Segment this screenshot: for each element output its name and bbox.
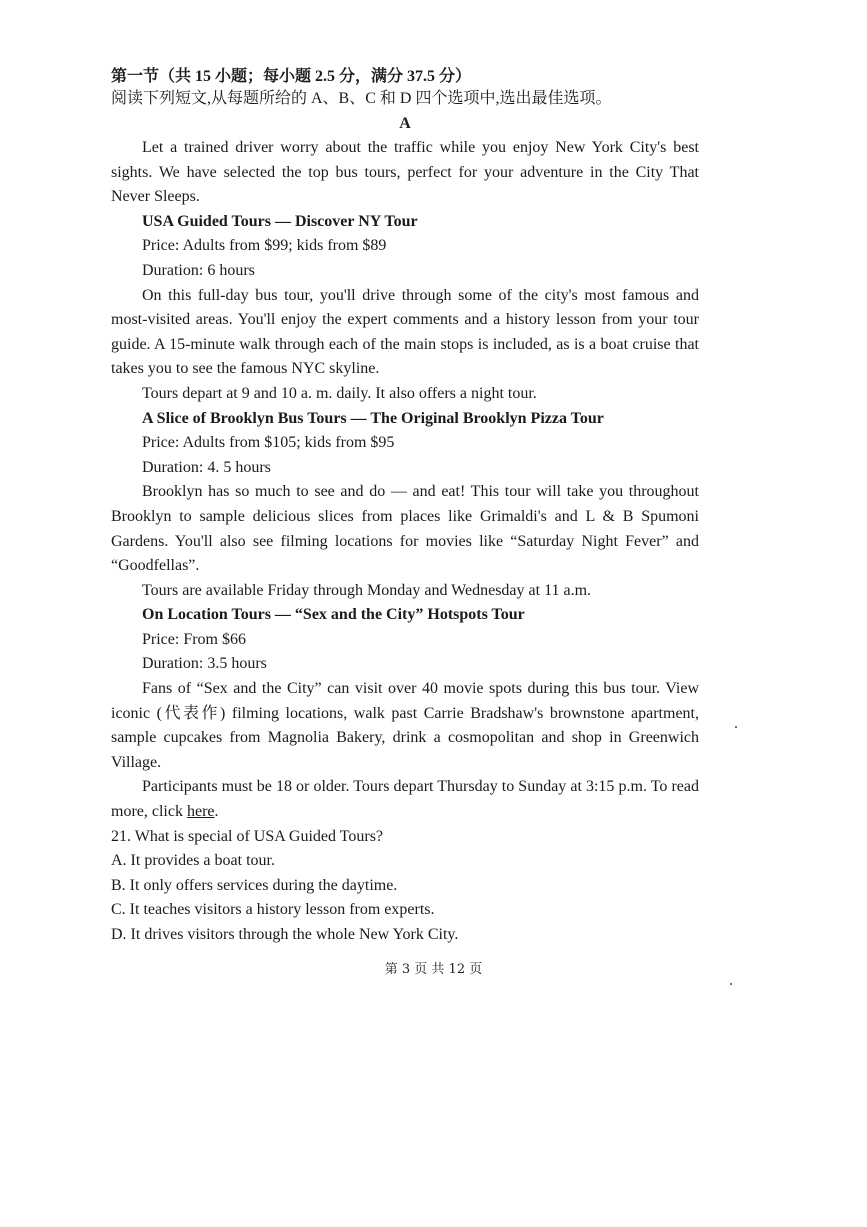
page-footer: 第 3 页 共 12 页 [384, 962, 483, 977]
passage-intro: Let a trained driver worry about the traffic while you enjoy New York City's best sights. We have selected the top bus tours, perfect for your adventure in the City That Never Sleeps. [111, 139, 699, 206]
option-c: C. It teaches visitors a history lesson from experts. [111, 901, 435, 919]
tour-usa-guided [111, 210, 699, 407]
tour-schedule: Tours are available Friday through Monday and Wednesday at 11 a.m. [142, 581, 592, 599]
tour-title: USA Guided Tours — Discover NY Tour [142, 212, 418, 230]
tour-title: A Slice of Brooklyn Bus Tours — The Original Brooklyn Pizza Tour [142, 409, 604, 427]
tour-duration: Duration: 3.5 hours [142, 655, 267, 673]
scan-speck [735, 726, 737, 728]
tour-title: On Location Tours — “Sex and the City” Hotspots Tour [142, 606, 525, 624]
option-d: D. It drives visitors through the whole New York City. [111, 926, 459, 943]
scan-speck [730, 983, 732, 985]
tour-slice-of-brooklyn [111, 407, 699, 604]
page-content [111, 66, 699, 948]
tour-schedule-text: Participants must be 18 or older. Tours depart Thursday to Sunday at 3:15 p.m. [142, 778, 647, 796]
tour-price: Price: From $66 [142, 630, 246, 648]
question-21 [111, 825, 699, 948]
tour-description: On this full-day bus tour, you'll drive through some of the city's most famous and most-visited areas. You'll enjoy the expert comments and a history lesson from your tour guide. A 15-minute walk through each of the main stops is included, as is a boat cruise that takes you to see the famous NYC skyline. [111, 286, 699, 378]
read-more-link[interactable]: here [186, 803, 215, 821]
read-more-suffix: . [214, 803, 219, 821]
tour-schedule: Tours depart at 9 and 10 a. m. daily. It also offers a night tour. [142, 384, 537, 402]
question-stem: 21. What is special of USA Guided Tours? [111, 827, 384, 845]
read-more-prefix: To read more, click [111, 778, 700, 821]
tour-duration: Duration: 6 hours [142, 261, 255, 279]
section-instruction: 阅读下列短文,从每题所给的 A、B、C 和 D 四个选项中,选出最佳选项。 [111, 90, 612, 107]
tour-description: Brooklyn has so much to see and do — and eat! This tour will take you throughout Brooklyn to sample delicious slices from places like Grimaldi's and L & B Spumoni Gardens. You'll also see filming locations for movies like “Saturday Night Fever” and “Goodfellas”. [111, 483, 699, 575]
tour-description: Fans of “Sex and the City” can visit over 40 movie spots during this bus tour. View iconic (代表作) filming locations, walk past Carrie Bradshaw's brownstone apartment, sample cupcakes from Magnolia Bakery, drink a cosmopolitan and shop in Greenwich Village. [111, 680, 699, 771]
tour-on-location [111, 603, 699, 824]
option-a: A. It provides a boat tour. [111, 852, 275, 870]
tour-duration: Duration: 4. 5 hours [142, 458, 271, 476]
tour-schedule [111, 775, 699, 824]
section-heading: 第一节（共 15 小题；每小题 2.5 分，满分 37.5 分） [111, 68, 472, 85]
tour-price: Price: Adults from $105; kids from $95 [142, 434, 395, 452]
option-b: B. It only offers services during the daytime. [111, 876, 398, 894]
tour-price: Price: Adults from $99; kids from $89 [142, 237, 387, 255]
passage-letter: A [399, 115, 411, 132]
